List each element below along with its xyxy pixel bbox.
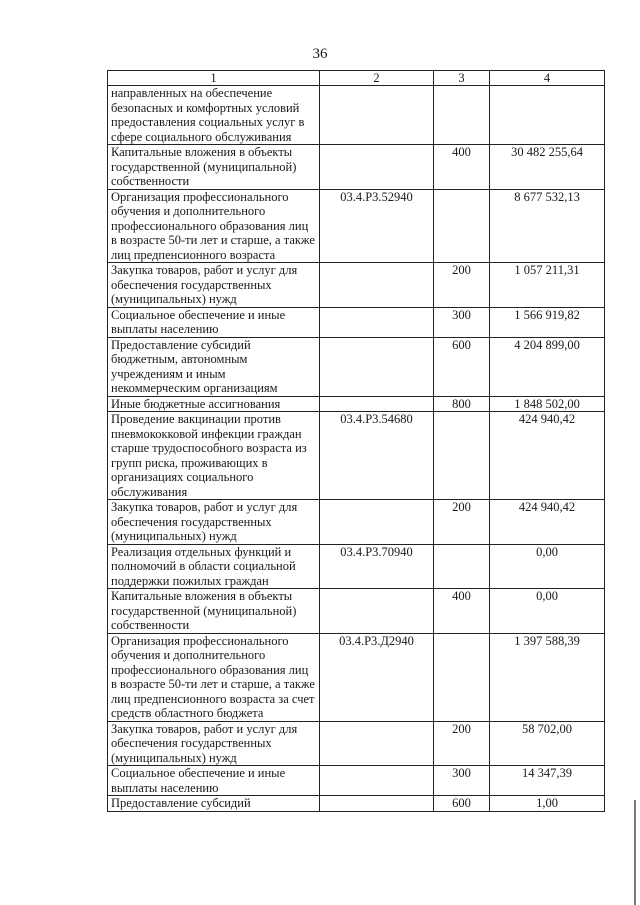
row-amount-cell: 0,00 <box>490 544 605 589</box>
table-row <box>108 766 605 796</box>
row-amount-cell: 0,00 <box>490 589 605 634</box>
table-header-row <box>108 71 605 86</box>
table-row <box>108 412 605 500</box>
row-code-cell <box>320 500 434 545</box>
row-name-cell: Закупка товаров, работ и услуг для обеспечения государственных (муниципальных) нужд <box>108 500 320 545</box>
row-code-cell: 03.4.Р3.Д2940 <box>320 633 434 721</box>
row-name-cell: Социальное обеспечение и иные выплаты населению <box>108 307 320 337</box>
row-type-cell: 200 <box>434 500 490 545</box>
column-header-amount: 4 <box>490 71 605 86</box>
row-code-cell <box>320 86 434 145</box>
row-type-cell <box>434 189 490 263</box>
table-row <box>108 721 605 766</box>
row-name-cell: Капитальные вложения в объекты государственной (муниципальной) собственности <box>108 589 320 634</box>
page-number: 36 <box>312 46 328 62</box>
table-row <box>108 589 605 634</box>
table-row <box>108 544 605 589</box>
table-row <box>108 189 605 263</box>
row-type-cell: 600 <box>434 337 490 396</box>
table-row <box>108 337 605 396</box>
row-amount-cell: 58 702,00 <box>490 721 605 766</box>
row-type-cell: 400 <box>434 145 490 190</box>
row-name-cell: Предоставление субсидий бюджетным, автономным учреждениям и иным некоммерческим организациям <box>108 337 320 396</box>
row-name-cell: Социальное обеспечение и иные выплаты населению <box>108 766 320 796</box>
row-amount-cell: 1 848 502,00 <box>490 396 605 412</box>
row-amount-cell: 1 566 919,82 <box>490 307 605 337</box>
table-row <box>108 145 605 190</box>
row-name-cell: Закупка товаров, работ и услуг для обеспечения государственных (муниципальных) нужд <box>108 263 320 308</box>
table-row <box>108 86 605 145</box>
row-code-cell: 03.4.Р3.54680 <box>320 412 434 500</box>
table-row <box>108 307 605 337</box>
row-code-cell <box>320 589 434 634</box>
column-header-type: 3 <box>434 71 490 86</box>
row-type-cell: 300 <box>434 766 490 796</box>
row-amount-cell: 30 482 255,64 <box>490 145 605 190</box>
row-name-cell: Предоставление субсидий <box>108 796 320 812</box>
row-amount-cell: 424 940,42 <box>490 412 605 500</box>
row-code-cell <box>320 145 434 190</box>
row-code-cell <box>320 263 434 308</box>
row-type-cell <box>434 544 490 589</box>
row-type-cell: 300 <box>434 307 490 337</box>
row-code-cell: 03.4.Р3.52940 <box>320 189 434 263</box>
row-code-cell: 03.4.Р3.70940 <box>320 544 434 589</box>
row-name-cell: Организация профессионального обучения и дополнительного профессионального образования лиц в возрасте 50-ти лет и старше, а также лиц предпенсионного возраста <box>108 189 320 263</box>
budget-table <box>107 70 605 812</box>
table-row <box>108 396 605 412</box>
row-amount-cell: 1,00 <box>490 796 605 812</box>
row-code-cell <box>320 307 434 337</box>
row-name-cell: Проведение вакцинации против пневмококковой инфекции граждан старше трудоспособного возраста из групп риска, проживающих в организациях социального обслуживания <box>108 412 320 500</box>
row-code-cell <box>320 796 434 812</box>
row-code-cell <box>320 337 434 396</box>
row-type-cell: 600 <box>434 796 490 812</box>
row-amount-cell <box>490 86 605 145</box>
row-type-cell: 200 <box>434 263 490 308</box>
table-row <box>108 796 605 812</box>
column-header-name: 1 <box>108 71 320 86</box>
row-code-cell <box>320 766 434 796</box>
row-amount-cell: 8 677 532,13 <box>490 189 605 263</box>
row-amount-cell: 14 347,39 <box>490 766 605 796</box>
row-amount-cell: 1 057 211,31 <box>490 263 605 308</box>
row-name-cell: Капитальные вложения в объекты государственной (муниципальной) собственности <box>108 145 320 190</box>
row-name-cell: направленных на обеспечение безопасных и комфортных условий предоставления социальных услуг в сфере социального обслуживания <box>108 86 320 145</box>
row-code-cell <box>320 721 434 766</box>
table-row <box>108 263 605 308</box>
row-type-cell: 200 <box>434 721 490 766</box>
row-type-cell <box>434 86 490 145</box>
row-name-cell: Организация профессионального обучения и дополнительного профессионального образования лиц в возрасте 50-ти лет и старше, а также лиц предпенсионного возраста за счет средств областного бюджета <box>108 633 320 721</box>
table-row <box>108 633 605 721</box>
row-type-cell <box>434 633 490 721</box>
row-name-cell: Закупка товаров, работ и услуг для обеспечения государственных (муниципальных) нужд <box>108 721 320 766</box>
scan-edge-line <box>634 800 636 905</box>
row-amount-cell: 4 204 899,00 <box>490 337 605 396</box>
column-header-code: 2 <box>320 71 434 86</box>
row-name-cell: Реализация отдельных функций и полномочий в области социальной поддержки пожилых граждан <box>108 544 320 589</box>
table-row <box>108 500 605 545</box>
row-type-cell: 400 <box>434 589 490 634</box>
row-code-cell <box>320 396 434 412</box>
row-amount-cell: 424 940,42 <box>490 500 605 545</box>
row-type-cell <box>434 412 490 500</box>
row-amount-cell: 1 397 588,39 <box>490 633 605 721</box>
row-name-cell: Иные бюджетные ассигнования <box>108 396 320 412</box>
row-type-cell: 800 <box>434 396 490 412</box>
